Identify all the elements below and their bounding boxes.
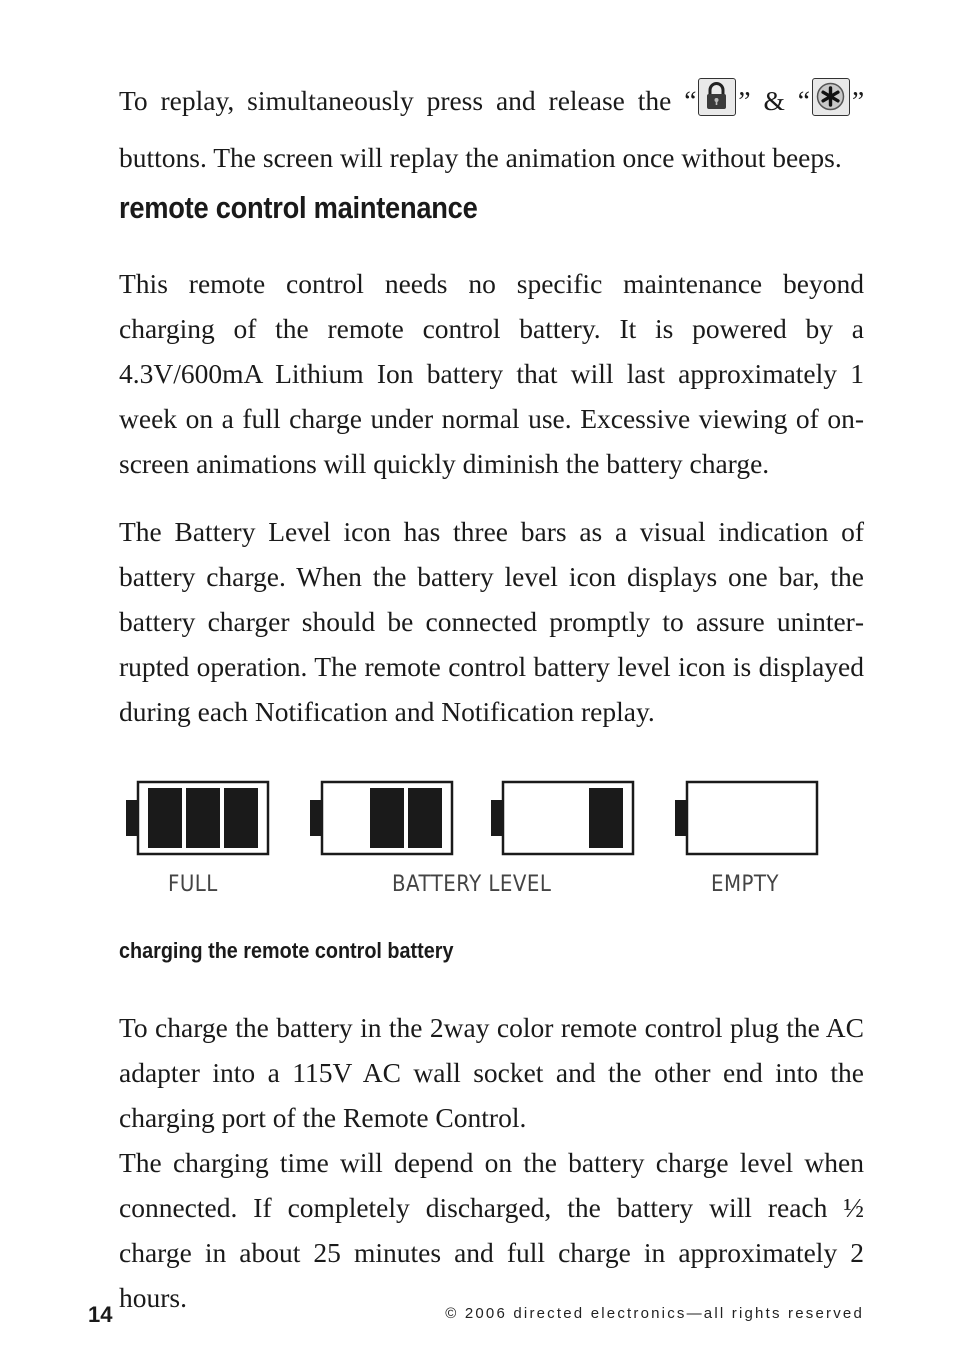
asterisk-button-icon <box>812 78 850 116</box>
battery-bar <box>224 788 258 848</box>
battery-terminal <box>126 800 138 836</box>
battery-bar <box>589 788 623 848</box>
charging-paragraph-1: To charge the battery in the 2way color remote control plug the AC adapter into a 115V AC wall socket and the other end into the charging port of the Remote Control. <box>119 1012 864 1133</box>
label-battery-level: BATTERY LEVEL <box>392 872 552 897</box>
intro-text-3: ” <box>851 85 865 116</box>
lock-icon <box>699 79 734 114</box>
battery-icon-3 <box>491 782 633 854</box>
label-empty: EMPTY <box>711 872 779 897</box>
battery-bar <box>370 788 404 848</box>
maintenance-paragraph: This remote control needs no specific maintenance beyond charging of the remote control battery. It is powered by a 4.3V/600mA Lithium Ion battery that will last approximately 1 week on a full charge under normal use. Excessive viewing of on-screen animations will quickly diminish the battery charge. <box>119 268 864 479</box>
label-full: FULL <box>168 872 218 897</box>
section-heading-charging: charging the remote control battery <box>119 938 454 963</box>
battery-icon-2 <box>310 782 452 854</box>
intro-line-2: buttons. The screen will replay the animation once without beeps. <box>119 142 842 173</box>
battery-terminal <box>675 800 687 836</box>
intro-text-2: ” & “ <box>738 85 810 116</box>
battery-terminal <box>491 800 503 836</box>
battery-icon-4 <box>675 782 817 854</box>
battery-icon-1 <box>126 782 268 854</box>
battery-icons <box>120 778 820 863</box>
intro-text-1: To replay, simultaneously press and release the “ <box>119 85 697 116</box>
charging-paragraph-2: The charging time will depend on the battery charge level when connected. If completely discharged, the battery will reach ½ charge in about 25 minutes and full charge in approximately 2 hours. <box>119 1147 864 1313</box>
battery-bar <box>186 788 220 848</box>
copyright-notice: © 2006 directed electronics—all rights reserved <box>445 1305 864 1322</box>
battery-bar <box>408 788 442 848</box>
asterisk-icon <box>813 79 848 114</box>
battery-body <box>687 782 817 854</box>
lock-button-icon <box>698 78 736 116</box>
section-heading-maintenance: remote control maintenance <box>119 190 478 225</box>
battery-level-paragraph: The Battery Level icon has three bars as a visual indication of battery charge. When the battery level icon displays one bar, the battery charger should be connected promptly to assure uninterrupted operation. The remote control battery level icon is displayed during each Notification and Notification replay. <box>119 516 864 727</box>
battery-bar <box>148 788 182 848</box>
battery-level-figure <box>120 778 820 868</box>
intro-line-1 <box>119 78 864 123</box>
battery-terminal <box>310 800 322 836</box>
page-number: 14 <box>88 1302 113 1327</box>
